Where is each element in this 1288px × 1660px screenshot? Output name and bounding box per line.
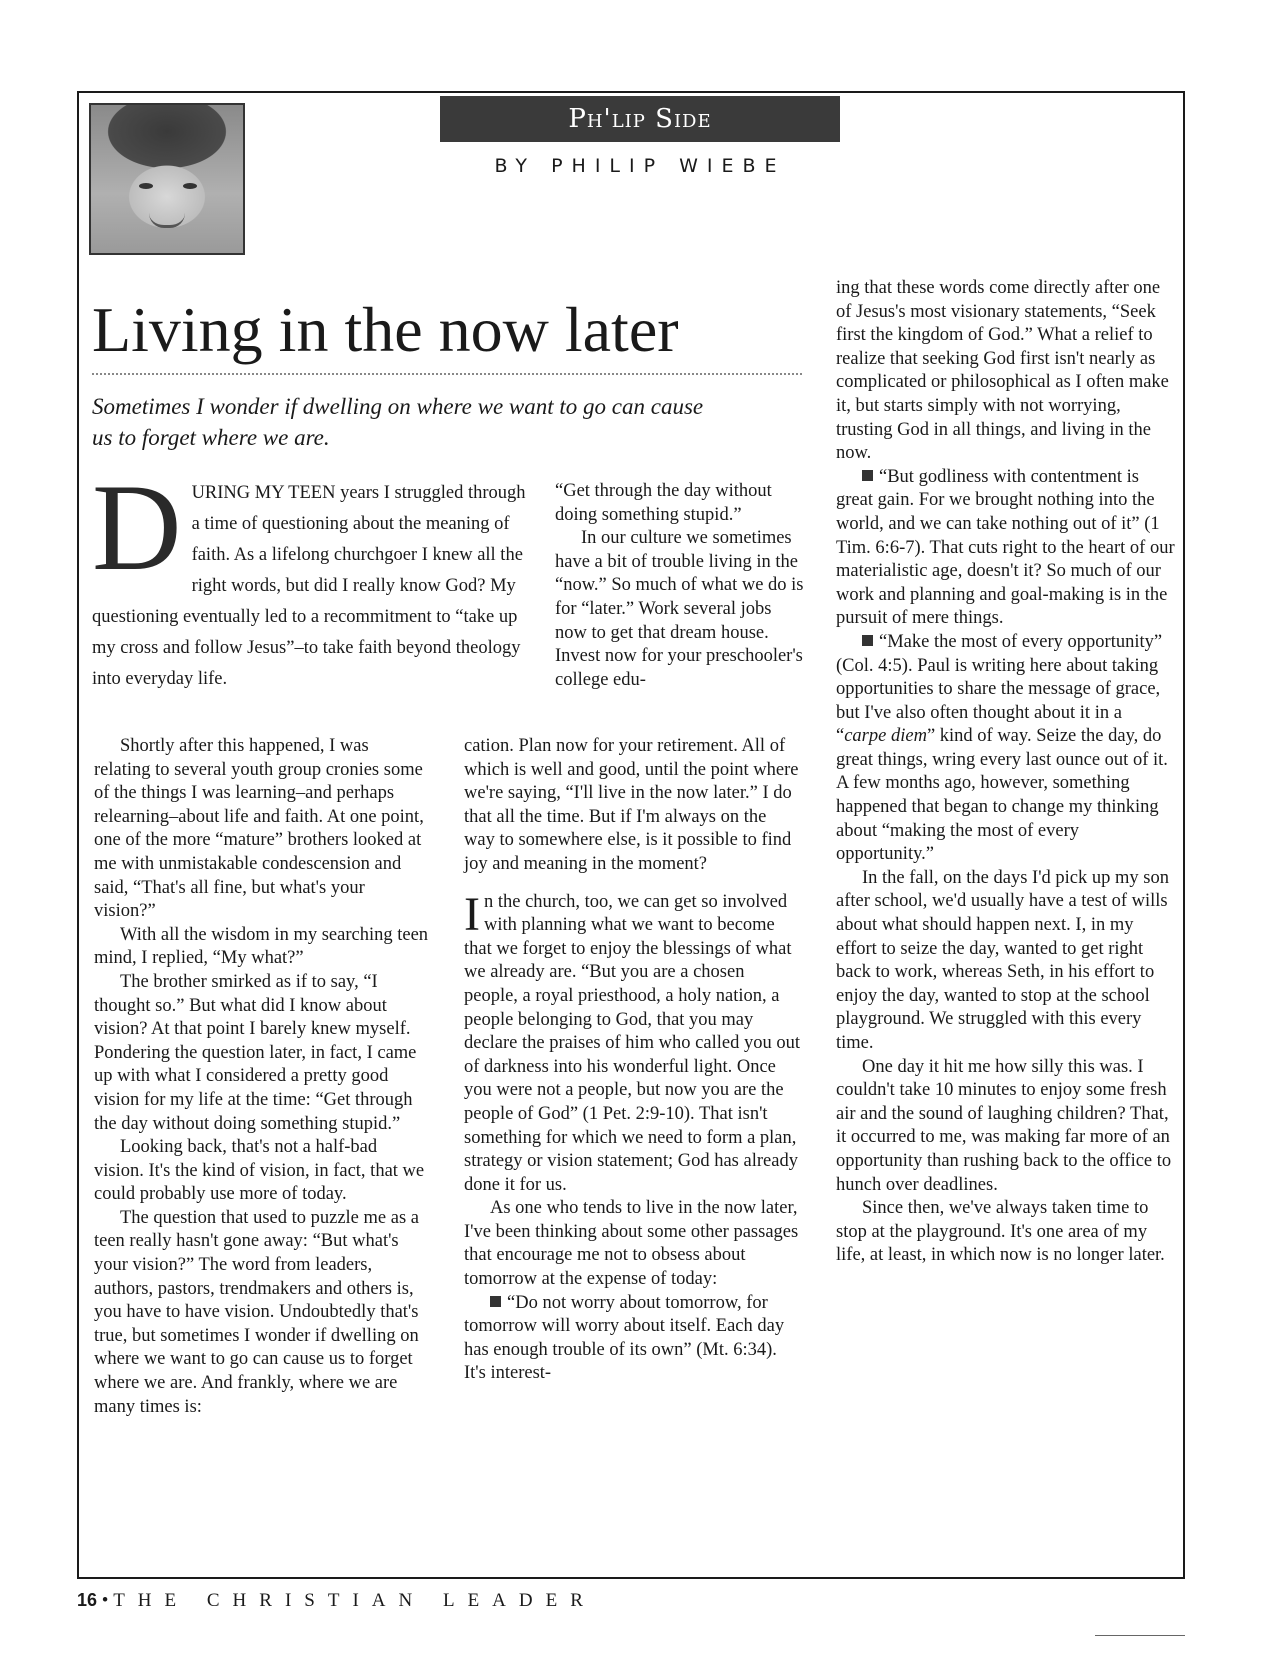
section-text: n the church, too, we can get so involved with planning what we want to become that we forget to enjoy the blessings of what we already are. “But you are a chosen people, a royal priesthood, a holy nation, a people belonging to God, that you may declare the praises of him who called you out of darkness into his wonderful light. Once you were not a people, but now you are the people of God” (1 Pet. 2:9-10). That isn't something for which we need to form a plan, strategy or vision statement; God has already done it for us. — [464, 891, 800, 1195]
paragraph: In our culture we sometimes have a bit of trouble living in the “now.” So much of what we do is for “later.” Work several jobs now to get that dream house. Invest now for your preschooler's college edu- — [555, 528, 804, 690]
byline: BY PHILIP WIEBE — [494, 155, 786, 177]
paragraph: Shortly after this happened, I was relating to several youth group cronies some of the things I was learning–and perhaps relearning–about life and faith. At one point, one of the more “mature” brothers looked at me with unmistakable condescension and said, “That's all fine, but what's your vision?” — [94, 736, 424, 922]
lead-dropcap: D — [92, 459, 182, 596]
paragraph: “Get through the day without doing something stupid.” — [555, 481, 772, 525]
photo-eye-left — [139, 183, 153, 189]
column-1 — [94, 735, 429, 1419]
column-banner: Ph'lip Side — [440, 96, 840, 142]
title-divider — [92, 373, 802, 375]
page-number: 16 — [77, 1590, 98, 1610]
article-subtitle: Sometimes I wonder if dwelling on where we want to go can cause us to forget where we are. — [92, 394, 704, 450]
paragraph: Looking back, that's not a half-bad vision. It's the kind of vision, in fact, that we could probably use more of today. — [94, 1137, 425, 1205]
publication-name: THE CHRISTIAN LEADER — [113, 1590, 596, 1611]
paragraph: As one who tends to live in the now later, I've been thinking about some other passages that encourage me not to obsess about tomorrow at the expense of today: — [464, 1198, 799, 1290]
column-2 — [464, 735, 801, 1386]
section-dropcap: I — [464, 887, 480, 941]
paragraph: The brother smirked as if to say, “I thought so.” But what did I know about vision? At that point I barely knew myself. Pondering the question later, in fact, I came up with what I considered a pretty good vision for my life at the time: “Get through the day without doing something stupid.” — [94, 971, 417, 1134]
bullet-text: “But godliness with contentment is great gain. For we brought nothing into the world, and we can take nothing out of it” (1 Tim. 6:6-7). That cuts right to the heart of our materialistic age, doesn't it? So much of our work and planning and goal-making is in the pursuit of mere things. — [836, 466, 1175, 629]
bullet-text: “Do not worry about tomorrow, for tomorrow will worry about itself. Each day has enough trouble of its own” (Mt. 6:34). It's interest- — [464, 1292, 785, 1384]
bullet-paragraph — [836, 466, 1176, 631]
paragraph: cation. Plan now for your retirement. All of which is well and good, until the point where we're saying, “I'll live in the now later.” I do that all the time. But if I'm always on the way to somewhere else, is it possible to find joy and meaning in the moment? — [464, 736, 799, 874]
page-footer — [77, 1590, 596, 1612]
photo-eye-right — [183, 183, 197, 189]
bullet-text: ” kind of way. Seize the day, do great things, wring every last ounce out of it. A few months ago, however, something happened that began to change my thinking about “making the most of every opportunity.” — [836, 726, 1168, 865]
lead-text: URING MY TEEN years I struggled through a time of questioning about the meaning of faith. As a lifelong churchgoer I knew all the right words, but did I really know God? My questioning eventually led to a recommitment to “take up my cross and follow Jesus”–to take faith beyond theology into everyday life. — [92, 483, 526, 689]
paragraph: With all the wisdom in my searching teen mind, I replied, “My what?” — [94, 924, 429, 969]
paragraph: Since then, we've always taken time to stop at the playground. It's one area of my life, at least, in which now is no longer later. — [836, 1198, 1165, 1266]
paragraph: In the fall, on the days I'd pick up my son after school, we'd usually have a test of wills about what should happen next. I, in my effort to seize the day, wanted to get right back to work, whereas Seth, in his effort to enjoy the day, wanted to stop at the school playground. We struggled with this every time. — [836, 867, 1169, 1053]
bullet-paragraph — [464, 1292, 801, 1386]
bullet-text: “Make the most of every opportunity” (Col. 4:5). Paul is writing here about taking opportunities to share the message of grace, but I've also often thought about it in a “ — [836, 631, 1163, 747]
bullet-paragraph — [836, 631, 1176, 867]
article-title: Living in the now later — [92, 294, 679, 365]
paragraph: The question that used to puzzle me as a teen really hasn't gone away: “But what's your vision?” The word from leaders, authors, pastors, trendmakers and others is, you have to have vision. Undoubtedly that's true, but sometimes I wonder if dwelling on where we want to go can cause us to forget where we are. And frankly, where we are many times is: — [94, 1207, 419, 1417]
emphasis-text: carpe diem — [844, 726, 927, 747]
square-bullet-icon — [862, 635, 873, 646]
column-3 — [836, 277, 1176, 1268]
section-paragraph — [464, 887, 801, 1198]
corner-rule — [1095, 1635, 1185, 1636]
paragraph: ing that these words come directly after one of Jesus's most visionary statements, “Seek first the kingdom of God.” What a relief to realize that seeking God first isn't nearly as complicated or philosophical as I often make it, but starts simply with not worrying, trusting God in all things, and living in the now. — [836, 278, 1169, 464]
column-2-top — [555, 480, 805, 692]
photo-smile — [149, 213, 185, 228]
lead-paragraph — [92, 459, 532, 695]
paragraph: One day it hit me how silly this was. I couldn't take 10 minutes to enjoy some fresh air and the sound of laughing children? That, it occurred to me, was making far more of an opportunity than rushing back to the office to hunch over deadlines. — [836, 1056, 1172, 1195]
footer-separator: • — [101, 1590, 109, 1611]
author-photo — [89, 103, 245, 255]
square-bullet-icon — [490, 1296, 501, 1307]
square-bullet-icon — [862, 470, 873, 481]
